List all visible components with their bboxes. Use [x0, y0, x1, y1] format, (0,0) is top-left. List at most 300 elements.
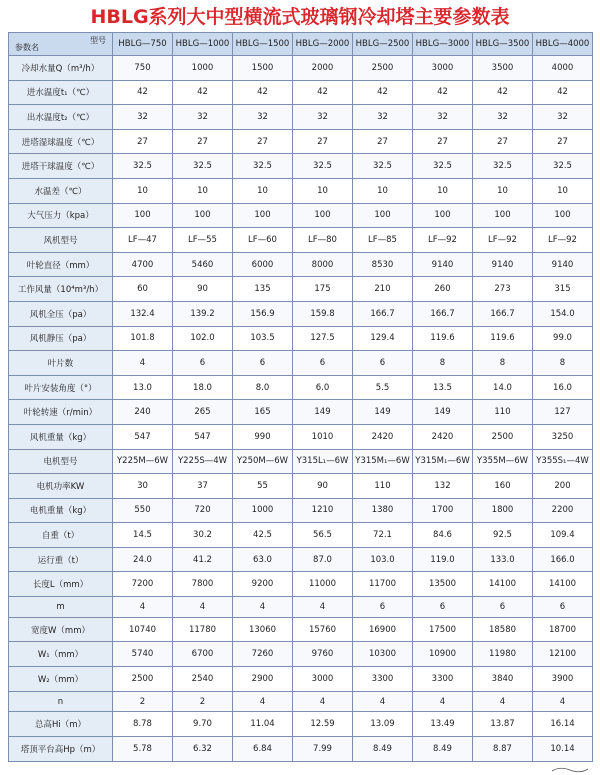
- table-row: [9, 228, 593, 253]
- value-cell: 24.0: [113, 547, 173, 572]
- table-row: [9, 691, 593, 712]
- table-row: [9, 597, 593, 618]
- value-cell: 4: [533, 691, 593, 712]
- value-cell: 3500: [473, 56, 533, 81]
- value-cell: 166.7: [413, 301, 473, 326]
- value-cell: 6700: [173, 642, 233, 667]
- parameter-name-cell: 叶轮直径（mm）: [9, 252, 113, 277]
- parameter-name-cell: 工作风量（10⁴m³/h）: [9, 277, 113, 302]
- value-cell: 8.78: [113, 712, 173, 737]
- parameter-name-cell: 自重（t）: [9, 523, 113, 548]
- value-cell: 32: [353, 105, 413, 130]
- value-cell: 42.5: [233, 523, 293, 548]
- value-cell: 90: [293, 474, 353, 499]
- table-row: [9, 424, 593, 449]
- value-cell: 11000: [293, 572, 353, 597]
- parameter-name-cell: 宽度W（mm）: [9, 617, 113, 642]
- value-cell: 10300: [353, 642, 413, 667]
- table-row: [9, 277, 593, 302]
- value-cell: 6: [413, 597, 473, 618]
- value-cell: 4: [113, 597, 173, 618]
- value-cell: 149: [413, 400, 473, 425]
- value-cell: 90: [173, 277, 233, 302]
- value-cell: 10: [233, 178, 293, 203]
- table-row: [9, 326, 593, 351]
- value-cell: 265: [173, 400, 233, 425]
- parameter-name-cell: 塔顶平台高Hp（m）: [9, 737, 113, 762]
- value-cell: 166.7: [353, 301, 413, 326]
- value-cell: 27: [473, 129, 533, 154]
- value-cell: 99.0: [533, 326, 593, 351]
- value-cell: 6: [353, 351, 413, 376]
- value-cell: 102.0: [173, 326, 233, 351]
- value-cell: 101.8: [113, 326, 173, 351]
- value-cell: 9200: [233, 572, 293, 597]
- model-header: HBLG—2500: [353, 33, 413, 56]
- value-cell: 4: [233, 597, 293, 618]
- value-cell: 42: [413, 80, 473, 105]
- value-cell: 7800: [173, 572, 233, 597]
- value-cell: 6: [293, 351, 353, 376]
- value-cell: 3840: [473, 667, 533, 692]
- value-cell: 119.6: [413, 326, 473, 351]
- value-cell: 18580: [473, 617, 533, 642]
- table-row: [9, 474, 593, 499]
- value-cell: 260: [413, 277, 473, 302]
- value-cell: LF—85: [353, 228, 413, 253]
- value-cell: 32: [473, 105, 533, 130]
- value-cell: 11.04: [233, 712, 293, 737]
- value-cell: 2200: [533, 498, 593, 523]
- value-cell: 132: [413, 474, 473, 499]
- value-cell: 13500: [413, 572, 473, 597]
- model-header: HBLG—4000: [533, 33, 593, 56]
- parameter-name-cell: W₂（mm）: [9, 667, 113, 692]
- parameter-name-cell: 风机静压（pa）: [9, 326, 113, 351]
- value-cell: 32: [233, 105, 293, 130]
- value-cell: 9760: [293, 642, 353, 667]
- parameter-name-cell: 出水温度t₂（℃）: [9, 105, 113, 130]
- value-cell: LF—47: [113, 228, 173, 253]
- value-cell: 60: [113, 277, 173, 302]
- value-cell: 32: [113, 105, 173, 130]
- parameter-name-cell: 进塔干球温度（℃）: [9, 154, 113, 179]
- value-cell: 3300: [413, 667, 473, 692]
- value-cell: 32.5: [113, 154, 173, 179]
- value-cell: 6000: [233, 252, 293, 277]
- table-row: [9, 129, 593, 154]
- table-row: [9, 572, 593, 597]
- table-row: [9, 449, 593, 474]
- parameter-table: [8, 32, 593, 762]
- value-cell: 42: [293, 80, 353, 105]
- value-cell: 100: [533, 203, 593, 228]
- value-cell: 42: [473, 80, 533, 105]
- value-cell: 32.5: [293, 154, 353, 179]
- value-cell: 13.5: [413, 375, 473, 400]
- value-cell: 1000: [173, 56, 233, 81]
- parameter-name-cell: 风机型号: [9, 228, 113, 253]
- value-cell: 72.1: [353, 523, 413, 548]
- parameter-name-cell: 总高Hi（m）: [9, 712, 113, 737]
- value-cell: 6.0: [293, 375, 353, 400]
- parameter-name-cell: 叶片数: [9, 351, 113, 376]
- value-cell: 9140: [413, 252, 473, 277]
- value-cell: LF—60: [233, 228, 293, 253]
- table-row: [9, 203, 593, 228]
- value-cell: 32.5: [473, 154, 533, 179]
- value-cell: 13.09: [353, 712, 413, 737]
- value-cell: 109.4: [533, 523, 593, 548]
- value-cell: 990: [233, 424, 293, 449]
- value-cell: 2500: [353, 56, 413, 81]
- value-cell: Y315L₁—6W: [293, 449, 353, 474]
- value-cell: 12.59: [293, 712, 353, 737]
- value-cell: 14100: [533, 572, 593, 597]
- value-cell: 42: [173, 80, 233, 105]
- parameter-name-cell: 电机功率KW: [9, 474, 113, 499]
- table-row: [9, 178, 593, 203]
- value-cell: 63.0: [233, 547, 293, 572]
- value-cell: 1500: [233, 56, 293, 81]
- value-cell: LF—80: [293, 228, 353, 253]
- value-cell: 41.2: [173, 547, 233, 572]
- value-cell: 32.5: [533, 154, 593, 179]
- value-cell: 2540: [173, 667, 233, 692]
- value-cell: 4: [293, 691, 353, 712]
- value-cell: 149: [293, 400, 353, 425]
- value-cell: 210: [353, 277, 413, 302]
- value-cell: 27: [173, 129, 233, 154]
- value-cell: 9.70: [173, 712, 233, 737]
- value-cell: 9140: [533, 252, 593, 277]
- value-cell: 6: [173, 351, 233, 376]
- value-cell: 4: [473, 691, 533, 712]
- parameter-name-cell: 电机重量（kg）: [9, 498, 113, 523]
- value-cell: 32.5: [233, 154, 293, 179]
- value-cell: 14100: [473, 572, 533, 597]
- corner-model-label: 型号: [90, 36, 106, 45]
- value-cell: 160: [473, 474, 533, 499]
- value-cell: 8000: [293, 252, 353, 277]
- table-row: [9, 498, 593, 523]
- value-cell: 4: [233, 691, 293, 712]
- value-cell: 4700: [113, 252, 173, 277]
- value-cell: 7200: [113, 572, 173, 597]
- value-cell: 14.0: [473, 375, 533, 400]
- value-cell: 100: [413, 203, 473, 228]
- value-cell: Y250M—6W: [233, 449, 293, 474]
- value-cell: 27: [113, 129, 173, 154]
- value-cell: 30: [113, 474, 173, 499]
- value-cell: 6: [233, 351, 293, 376]
- model-header: HBLG—3500: [473, 33, 533, 56]
- value-cell: 84.6: [413, 523, 473, 548]
- value-cell: LF—92: [473, 228, 533, 253]
- value-cell: LF—92: [533, 228, 593, 253]
- value-cell: 6.84: [233, 737, 293, 762]
- value-cell: 32: [533, 105, 593, 130]
- value-cell: 119.0: [413, 547, 473, 572]
- value-cell: 5460: [173, 252, 233, 277]
- value-cell: 7260: [233, 642, 293, 667]
- value-cell: 166.7: [473, 301, 533, 326]
- value-cell: 13.0: [113, 375, 173, 400]
- table-row: [9, 712, 593, 737]
- value-cell: 6: [533, 597, 593, 618]
- value-cell: 100: [233, 203, 293, 228]
- parameter-name-cell: 长度L（mm）: [9, 572, 113, 597]
- value-cell: 133.0: [473, 547, 533, 572]
- value-cell: 7.99: [293, 737, 353, 762]
- value-cell: 56.5: [293, 523, 353, 548]
- value-cell: 6: [473, 597, 533, 618]
- value-cell: 132.4: [113, 301, 173, 326]
- value-cell: 27: [533, 129, 593, 154]
- value-cell: 9140: [473, 252, 533, 277]
- value-cell: 10: [473, 178, 533, 203]
- value-cell: 110: [473, 400, 533, 425]
- value-cell: 14.5: [113, 523, 173, 548]
- value-cell: 4: [293, 597, 353, 618]
- parameter-name-cell: 进塔湿球温度（℃）: [9, 129, 113, 154]
- value-cell: 1380: [353, 498, 413, 523]
- value-cell: 11780: [173, 617, 233, 642]
- value-cell: Y355M—6W: [473, 449, 533, 474]
- scan-mark-icon: [550, 765, 590, 773]
- value-cell: 16.0: [533, 375, 593, 400]
- table-row: [9, 375, 593, 400]
- parameter-name-cell: 水温差（℃）: [9, 178, 113, 203]
- table-row: [9, 642, 593, 667]
- value-cell: 13.49: [413, 712, 473, 737]
- value-cell: 100: [473, 203, 533, 228]
- value-cell: 240: [113, 400, 173, 425]
- value-cell: 10: [113, 178, 173, 203]
- value-cell: 3000: [413, 56, 473, 81]
- value-cell: 315: [533, 277, 593, 302]
- value-cell: 3300: [353, 667, 413, 692]
- value-cell: 42: [533, 80, 593, 105]
- value-cell: 1010: [293, 424, 353, 449]
- value-cell: 8530: [353, 252, 413, 277]
- table-row: [9, 154, 593, 179]
- value-cell: 750: [113, 56, 173, 81]
- value-cell: 16.14: [533, 712, 593, 737]
- value-cell: 55: [233, 474, 293, 499]
- table-row: [9, 56, 593, 81]
- page-title: HBLG系列大中型横流式玻璃钢冷却塔主要参数表: [90, 6, 510, 28]
- parameter-name-cell: 风机重量（kg）: [9, 424, 113, 449]
- table-row: [9, 105, 593, 130]
- value-cell: 175: [293, 277, 353, 302]
- value-cell: 119.6: [473, 326, 533, 351]
- value-cell: 2500: [473, 424, 533, 449]
- value-cell: 13.87: [473, 712, 533, 737]
- value-cell: 32: [413, 105, 473, 130]
- value-cell: 720: [173, 498, 233, 523]
- model-header: HBLG—2000: [293, 33, 353, 56]
- value-cell: 42: [353, 80, 413, 105]
- value-cell: 8: [413, 351, 473, 376]
- value-cell: 547: [173, 424, 233, 449]
- value-cell: 149: [353, 400, 413, 425]
- value-cell: 10740: [113, 617, 173, 642]
- value-cell: 8: [473, 351, 533, 376]
- parameter-name-cell: 叶片安装角度（°）: [9, 375, 113, 400]
- value-cell: 15760: [293, 617, 353, 642]
- corner-cell: [9, 33, 113, 56]
- value-cell: Y315M₁—6W: [413, 449, 473, 474]
- parameter-name-cell: 运行重（t）: [9, 547, 113, 572]
- parameter-name-cell: 电机型号: [9, 449, 113, 474]
- value-cell: 2000: [293, 56, 353, 81]
- value-cell: 135: [233, 277, 293, 302]
- value-cell: LF—55: [173, 228, 233, 253]
- value-cell: 27: [353, 129, 413, 154]
- value-cell: 16900: [353, 617, 413, 642]
- value-cell: 27: [413, 129, 473, 154]
- value-cell: Y315M₁—6W: [353, 449, 413, 474]
- value-cell: 30.2: [173, 523, 233, 548]
- value-cell: LF—92: [413, 228, 473, 253]
- value-cell: 18700: [533, 617, 593, 642]
- value-cell: 32: [173, 105, 233, 130]
- table-row: [9, 351, 593, 376]
- model-header: HBLG—750: [113, 33, 173, 56]
- parameter-name-cell: 风机全压（pa）: [9, 301, 113, 326]
- parameter-name-cell: 进水温度t₁（℃）: [9, 80, 113, 105]
- value-cell: 92.5: [473, 523, 533, 548]
- value-cell: 42: [113, 80, 173, 105]
- table-row: [9, 80, 593, 105]
- value-cell: 1000: [233, 498, 293, 523]
- value-cell: 10: [533, 178, 593, 203]
- value-cell: 42: [233, 80, 293, 105]
- value-cell: 37: [173, 474, 233, 499]
- table-row: [9, 400, 593, 425]
- value-cell: Y225S—4W: [173, 449, 233, 474]
- model-header: HBLG—1000: [173, 33, 233, 56]
- value-cell: 1800: [473, 498, 533, 523]
- value-cell: 100: [293, 203, 353, 228]
- value-cell: 547: [113, 424, 173, 449]
- value-cell: Y355S₁—4W: [533, 449, 593, 474]
- value-cell: 103.0: [353, 547, 413, 572]
- value-cell: 10: [353, 178, 413, 203]
- table-row: [9, 523, 593, 548]
- value-cell: 10.14: [533, 737, 593, 762]
- value-cell: 3000: [293, 667, 353, 692]
- value-cell: 32.5: [413, 154, 473, 179]
- parameter-name-cell: W₁（mm）: [9, 642, 113, 667]
- value-cell: 110: [353, 474, 413, 499]
- value-cell: 17500: [413, 617, 473, 642]
- value-cell: 4: [353, 691, 413, 712]
- parameter-name-cell: m: [9, 597, 113, 618]
- value-cell: Y225M—6W: [113, 449, 173, 474]
- value-cell: 2900: [233, 667, 293, 692]
- value-cell: 2500: [113, 667, 173, 692]
- value-cell: 127: [533, 400, 593, 425]
- value-cell: 8.87: [473, 737, 533, 762]
- value-cell: 11980: [473, 642, 533, 667]
- value-cell: 87.0: [293, 547, 353, 572]
- value-cell: 13060: [233, 617, 293, 642]
- value-cell: 32.5: [353, 154, 413, 179]
- value-cell: 10: [173, 178, 233, 203]
- value-cell: 5.78: [113, 737, 173, 762]
- value-cell: 6: [353, 597, 413, 618]
- value-cell: 159.8: [293, 301, 353, 326]
- model-header: HBLG—1500: [233, 33, 293, 56]
- value-cell: 166.0: [533, 547, 593, 572]
- table-body: [9, 56, 593, 762]
- value-cell: 32: [293, 105, 353, 130]
- table-row: [9, 617, 593, 642]
- value-cell: 6.32: [173, 737, 233, 762]
- value-cell: 12100: [533, 642, 593, 667]
- value-cell: 8: [533, 351, 593, 376]
- value-cell: 4: [113, 351, 173, 376]
- value-cell: 11700: [353, 572, 413, 597]
- value-cell: 4: [413, 691, 473, 712]
- value-cell: 3250: [533, 424, 593, 449]
- corner-param-label: 参数名: [15, 43, 39, 52]
- value-cell: 550: [113, 498, 173, 523]
- value-cell: 5.5: [353, 375, 413, 400]
- value-cell: 27: [293, 129, 353, 154]
- value-cell: 2: [173, 691, 233, 712]
- value-cell: 2420: [413, 424, 473, 449]
- value-cell: 156.9: [233, 301, 293, 326]
- value-cell: 4: [173, 597, 233, 618]
- table-row: [9, 252, 593, 277]
- parameter-name-cell: 叶轮转速（r/min）: [9, 400, 113, 425]
- value-cell: 139.2: [173, 301, 233, 326]
- model-header: HBLG—3000: [413, 33, 473, 56]
- value-cell: 32.5: [173, 154, 233, 179]
- value-cell: 100: [113, 203, 173, 228]
- parameter-name-cell: 大气压力（kpa）: [9, 203, 113, 228]
- table-row: [9, 547, 593, 572]
- value-cell: 8.49: [413, 737, 473, 762]
- value-cell: 154.0: [533, 301, 593, 326]
- value-cell: 100: [173, 203, 233, 228]
- parameter-name-cell: n: [9, 691, 113, 712]
- value-cell: 27: [233, 129, 293, 154]
- value-cell: 5740: [113, 642, 173, 667]
- value-cell: 10: [293, 178, 353, 203]
- value-cell: 2: [113, 691, 173, 712]
- table-row: [9, 737, 593, 762]
- value-cell: 127.5: [293, 326, 353, 351]
- value-cell: 8.49: [353, 737, 413, 762]
- header-row: [9, 33, 593, 56]
- value-cell: 1700: [413, 498, 473, 523]
- value-cell: 200: [533, 474, 593, 499]
- value-cell: 1210: [293, 498, 353, 523]
- value-cell: 103.5: [233, 326, 293, 351]
- value-cell: 100: [353, 203, 413, 228]
- table-row: [9, 301, 593, 326]
- table-row: [9, 667, 593, 692]
- value-cell: 4000: [533, 56, 593, 81]
- value-cell: 18.0: [173, 375, 233, 400]
- value-cell: 10900: [413, 642, 473, 667]
- value-cell: 3900: [533, 667, 593, 692]
- value-cell: 2420: [353, 424, 413, 449]
